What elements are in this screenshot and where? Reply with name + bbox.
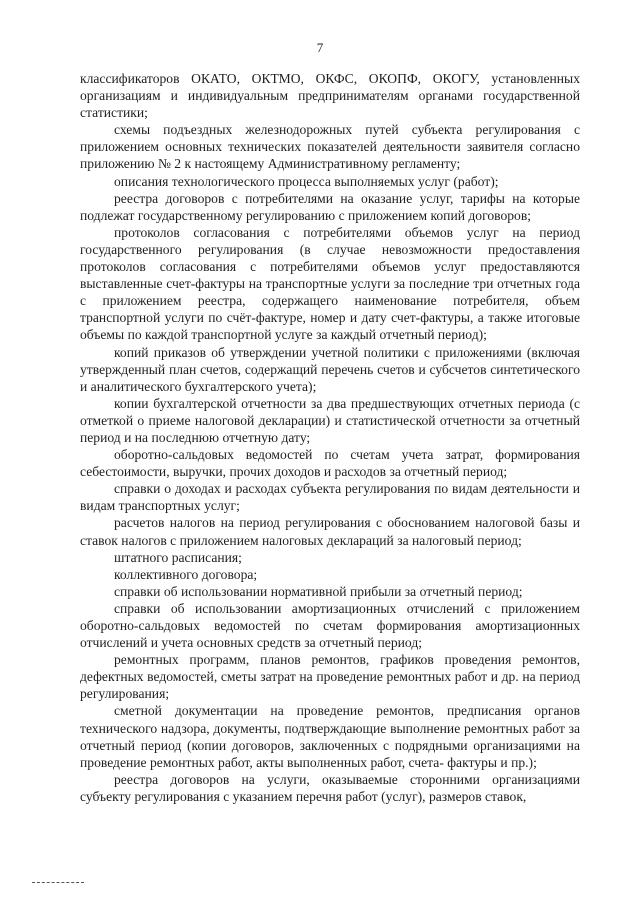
paragraph-repair-programs: ремонтных программ, планов ремонтов, графиков проведения ремонтов, дефектных ведомостей, сметы затрат на проведение ремонтных работ и др. на период регулирования; <box>80 652 580 702</box>
paragraph-estimate-documentation: сметной документации на проведение ремонтов, предписания органов технического надзора, документы, подтверждающие выполнение ремонтных работ за отчетный период (копии договоров, заключенных с подрядными организациями на проведение ремонтных работ, акты выполненных работ, счета- фактуры и пр.); <box>80 703 580 770</box>
paragraph-contract-registry: реестра договоров с потребителями на оказание услуг, тарифы на которые подлежат государственному регулированию с приложением копий договоров; <box>80 190 580 223</box>
paragraph-collective-agreement: коллективного договора; <box>114 566 258 582</box>
paragraph-railway-schemes: схемы подъездных железнодорожных путей субъекта регулирования с приложением основных технических показателей деятельности заявителя согласно приложению № 2 к настоящему Административному регламенту; <box>80 122 580 172</box>
paragraph-service-contracts: реестра договоров на услуги, оказываемые сторонними организациями субъекту регулирования с указанием перечня работ (услуг), размеров ставок, <box>80 771 580 804</box>
paragraph-classifiers: классификаторов ОКАТО, ОКТМО, ОКФС, ОКОПФ, ОКОГУ, установленных организациям и индивидуальным предпринимателям органами государственной статистики; <box>80 71 580 121</box>
paragraph-turnover-statements: оборотно-сальдовых ведомостей по счетам учета затрат, формирования себестоимости, выручки, прочих доходов и расходов за отчетный период; <box>80 447 580 480</box>
footnote-divider <box>32 882 84 883</box>
paragraph-income-expenses: справки о доходах и расходах субъекта регулирования по видам деятельности и видам транспортных услуг; <box>80 481 580 514</box>
document-body <box>80 70 580 805</box>
paragraph-staff-schedule: штатного расписания; <box>114 549 242 565</box>
paragraph-financial-statements: копии бухгалтерской отчетности за два предшествующих отчетных периода (с отметкой о приеме налоговой декларации) и статистической отчетности за отчетный период и на последнюю отчетную дату; <box>80 395 580 445</box>
paragraph-volume-protocols: протоколов согласования с потребителями объемов услуг на период государственного регулирования (в случае невозможности предоставления протоколов согласования с потребителями объемов услуг предоставляются выставленные счет-фактуры на транспортные услуги за последние три отчетных года с приложением реестра, содержащего наименование потребителя, объем транспортной услуги по счёт-фактуре, номер и дату счет-фактуры, а также итоговые объемы по каждой транспортной услуге за каждый отчетный период); <box>80 224 580 343</box>
paragraph-profit-usage: справки об использовании нормативной прибыли за отчетный период; <box>114 583 523 599</box>
paragraph-depreciation: справки об использовании амортизационных отчислений с приложением оборотно-сальдовых ведомостей по счетам формирования амортизационных отчислений и учета основных средств за отчетный период; <box>80 600 580 651</box>
paragraph-process-description: описания технологического процесса выполняемых услуг (работ); <box>114 173 499 189</box>
paragraph-tax-calculations: расчетов налогов на период регулирования с обоснованием налоговой базы и ставок налогов с приложением налоговых деклараций за налоговый период; <box>80 515 580 548</box>
page-number: 7 <box>316 40 324 55</box>
paragraph-accounting-policy: копий приказов об утверждении учетной политики с приложениями (включая утвержденный план счетов, содержащий перечень счетов и субсчетов синтетического и аналитического бухгалтерского учета); <box>80 344 580 394</box>
